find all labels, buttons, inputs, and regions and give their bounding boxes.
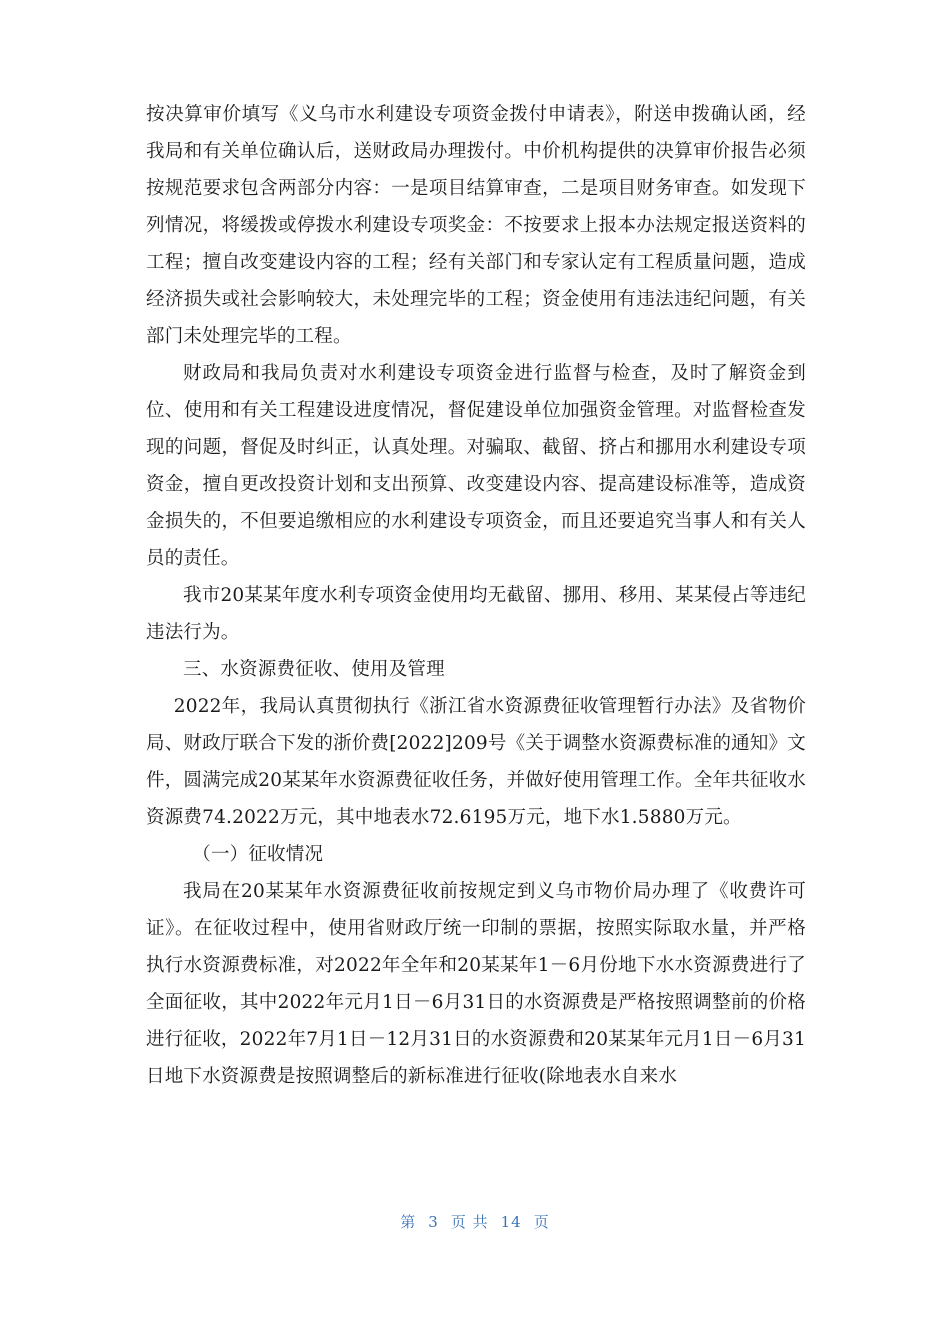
footer-label-end: 页	[533, 1213, 550, 1231]
paragraph-compliance: 我市20某某年度水利专项资金使用均无截留、挪用、移用、某某侵占等违纪违法行为。	[146, 585, 806, 643]
footer-total-pages: 14	[500, 1213, 522, 1231]
paragraph-water-fee-summary: 2022年，我局认真贯彻执行《浙江省水资源费征收管理暂行办法》及省物价局、财政厅联合下发的浙价费[2022]209号《关于调整水资源费标准的通知》文件，圆满完成20某某年水资源费征收任务，并做好使用管理工作。全年共征收水资源费74.2022万元，其中地表水72.6195万元，地下水1.5880万元。	[146, 696, 806, 828]
document-body	[146, 96, 806, 1095]
footer-label-of: 页 共	[450, 1213, 489, 1231]
paragraph-collection-details: 我局在20某某年水资源费征收前按规定到义乌市物价局办理了《收费许可证》。在征收过程中，使用省财政厅统一印制的票据，按照实际取水量，并严格执行水资源费标准，对2022年全年和20某某年1－6月份地下水水资源费进行了全面征收，其中2022年元月1日－6月31日的水资源费是严格按照调整前的价格进行征收，2022年7月1日－12月31日的水资源费和20某某年元月1日－6月31日地下水资源费是按照调整后的新标准进行征收(除地表水自来水	[146, 881, 806, 1087]
page-footer	[0, 1211, 950, 1232]
paragraph-disbursement: 按决算审价填写《义乌市水利建设专项资金拨付申请表》，附送申拨确认函，经我局和有关单位确认后，送财政局办理拨付。中价机构提供的决算审价报告必须按规范要求包含两部分内容：一是项目结算审查，二是项目财务审查。如发现下列情况，将缓拨或停拨水利建设专项奖金：不按要求上报本办法规定报送资料的工程；擅自改变建设内容的工程；经有关部门和专家认定有工程质量问题，造成经济损失或社会影响较大，未处理完毕的工程；资金使用有违法违纪问题，有关部门未处理完毕的工程。	[146, 104, 806, 347]
footer-current-page: 3	[428, 1213, 439, 1231]
footer-label-page: 第	[400, 1213, 417, 1231]
subsection-heading-collection: （一）征收情况	[192, 844, 324, 865]
paragraph-supervision: 财政局和我局负责对水利建设专项资金进行监督与检查，及时了解资金到位、使用和有关工程建设进度情况，督促建设单位加强资金管理。对监督检查发现的问题，督促及时纠正，认真处理。对骗取、截留、挤占和挪用水利建设专项资金，擅自更改投资计划和支出预算、改变建设内容、提高建设标准等，造成资金损失的，不但要追缴相应的水利建设专项资金，而且还要追究当事人和有关人员的责任。	[146, 363, 806, 569]
section-heading-water-fee: 三、水资源费征收、使用及管理	[183, 659, 445, 680]
